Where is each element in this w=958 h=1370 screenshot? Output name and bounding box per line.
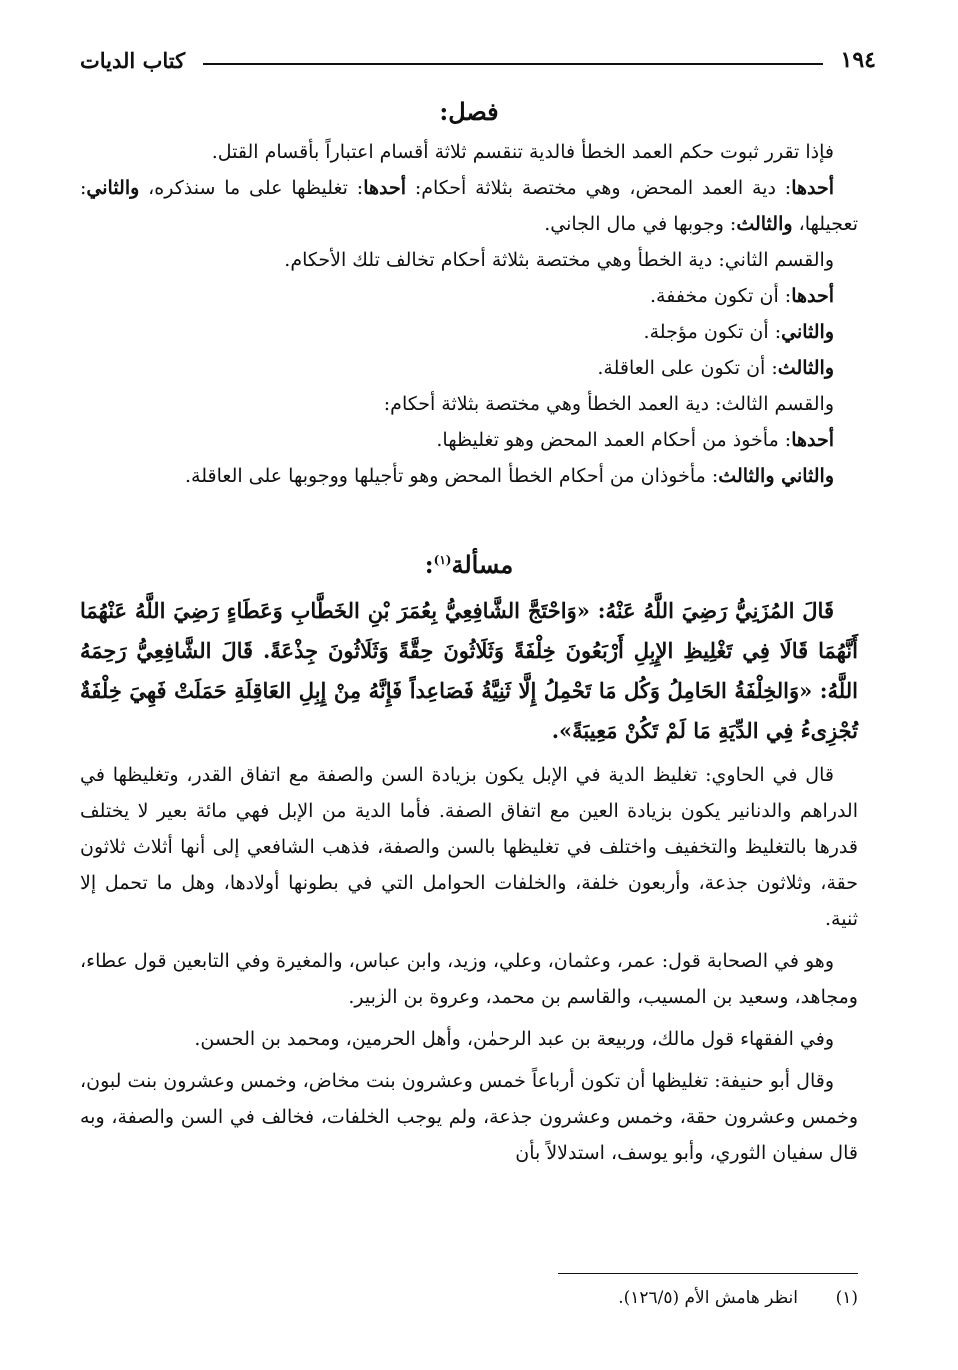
- footnote: [80, 1285, 858, 1311]
- bold-lead: أحدها: [791, 177, 834, 199]
- bold-lead: والثالث: [777, 357, 834, 379]
- section-heading-masala: مسألة$^{(١)}$:: [424, 550, 514, 579]
- paragraph: والثالث: أن تكون على العاقلة.: [597, 357, 834, 379]
- footnote-rule: [558, 1273, 858, 1274]
- paragraph: والثاني: أن تكون مؤجلة.: [643, 321, 834, 343]
- bold-lead: والثاني والثالث: [718, 465, 834, 487]
- paragraph: والقسم الثالث: دية العمد الخطأ وهي مختصة بثلاثة أحكام:: [383, 393, 834, 415]
- quoted-text: قَالَ المُزَنِيُّ رَضِيَ اللَّهُ عَنْهُ: «وَاحْتَجَّ الشَّافِعِيُّ بِعُمَرَ بْنِ الخَطَّابِ وَعَطَاءٍ رَضِيَ اللَّهُ عَنْهُمَا أَنَّهُمَا قَالَا فِي تَغْلِيظِ الإِبِلِ أَرْبَعُونَ خِلْفَةً وَثَلَاثُونَ حِقَّةً وَثَلَاثُونَ جِذْعَةً. قَالَ الشَّافِعِيُّ رَحِمَهُ اللَّهُ: «وَالخِلْفَةُ الحَامِلُ وَكُل مَا تَحْمِلُ إِلَّا ثَنِيَّةُ فَصَاعِداً فَإِنَّهُ مِنْ إِبِلِ العَاقِلَةِ حَمَلَتْ فَهِيَ خِلْفَةٌ تُجْزِىءُ فِي الدِّيَةِ مَا لَمْ تَكُنْ مَعِيبَةً».: [80, 598, 858, 743]
- paragraph: أحدها: دية العمد المحض، وهي مختصة بثلاثة أحكام: أحدها: تغليظها على ما سنذكره، والثاني: تعجيلها، والثالث: وجوبها في مال الجاني.: [80, 177, 858, 235]
- bold-lead: أحدها: [791, 429, 834, 451]
- book-title: كتاب الديات: [80, 47, 186, 73]
- paragraph: وهو في الصحابة قول: عمر، وعثمان، وعلي، وزيد، وابن عباس، والمغيرة وفي التابعين قول عطاء، ومجاهد، وسعيد بن المسيب، والقاسم بن محمد، وعروة بن الزبير.: [80, 950, 858, 1008]
- paragraph: وفي الفقهاء قول مالك، وربيعة بن عبد الرحمٰن، وأهل الحرمين، ومحمد بن الحسن.: [194, 1028, 834, 1050]
- bold-lead: والثالث: [736, 213, 793, 235]
- bold-lead: أحدها: [363, 177, 407, 199]
- running-header: [80, 40, 876, 80]
- bold-lead: والثاني: [781, 321, 834, 343]
- bold-lead: أحدها: [791, 285, 834, 307]
- page-number: ١٩٤: [840, 47, 876, 73]
- paragraph: والقسم الثاني: دية الخطأ وهي مختصة بثلاثة أحكام تخالف تلك الأحكام.: [284, 249, 834, 271]
- footnote-text: انظر هامش الأم (١٢٦/٥).: [618, 1288, 798, 1308]
- footnote-reference: (١): [433, 553, 452, 567]
- paragraph: فإذا تقرر ثبوت حكم العمد الخطأ فالدية تنقسم ثلاثة أقسام اعتباراً بأقسام القتل.: [211, 141, 834, 163]
- paragraph: أحدها: أن تكون مخففة.: [649, 285, 834, 307]
- paragraph: قال في الحاوي: تغليظ الدية في الإبل يكون بزيادة السن والصفة مع اتفاق القدر، وتغليظها في الدراهم والدنانير يكون بزيادة العين مع اتفاق الصفة. فأما الدية من الإبل فهي مائة بعير لا يختلف قدرها بالتغليظ والتخفيف واختلف في تغليظها بالسن والصفة، فذهب الشافعي إلى أنها أثلاث ثلاثون حقة، وثلاثون جذعة، وأربعون خلفة، والخلفات الحوامل التي في بطونها أولادها، وهل ما تحمل إلا ثنية.: [80, 764, 858, 930]
- header-rule: [203, 63, 822, 65]
- section-heading-fasl: فصل:: [439, 97, 499, 126]
- paragraph: أحدها: مأخوذ من أحكام العمد المحض وهو تغليظها.: [436, 429, 834, 451]
- page-body: [80, 90, 858, 1171]
- paragraph: وقال أبو حنيفة: تغليظها أن تكون أرباعاً خمس وعشرون بنت مخاض، وخمس وعشرون بنت لبون، وخمس وعشرون حقة، وخمس وعشرون جذعة، ولم يوجب الخلفات، فخالف في السن والصفة، وبه قال سفيان الثوري، وأبو يوسف، استدلالاً بأن: [80, 1070, 858, 1164]
- paragraph: والثاني والثالث: مأخوذان من أحكام الخطأ المحض وهو تأجيلها ووجوبها على العاقلة.: [185, 465, 834, 487]
- bold-lead: والثاني: [86, 177, 140, 199]
- footnote-marker: (١): [835, 1288, 858, 1308]
